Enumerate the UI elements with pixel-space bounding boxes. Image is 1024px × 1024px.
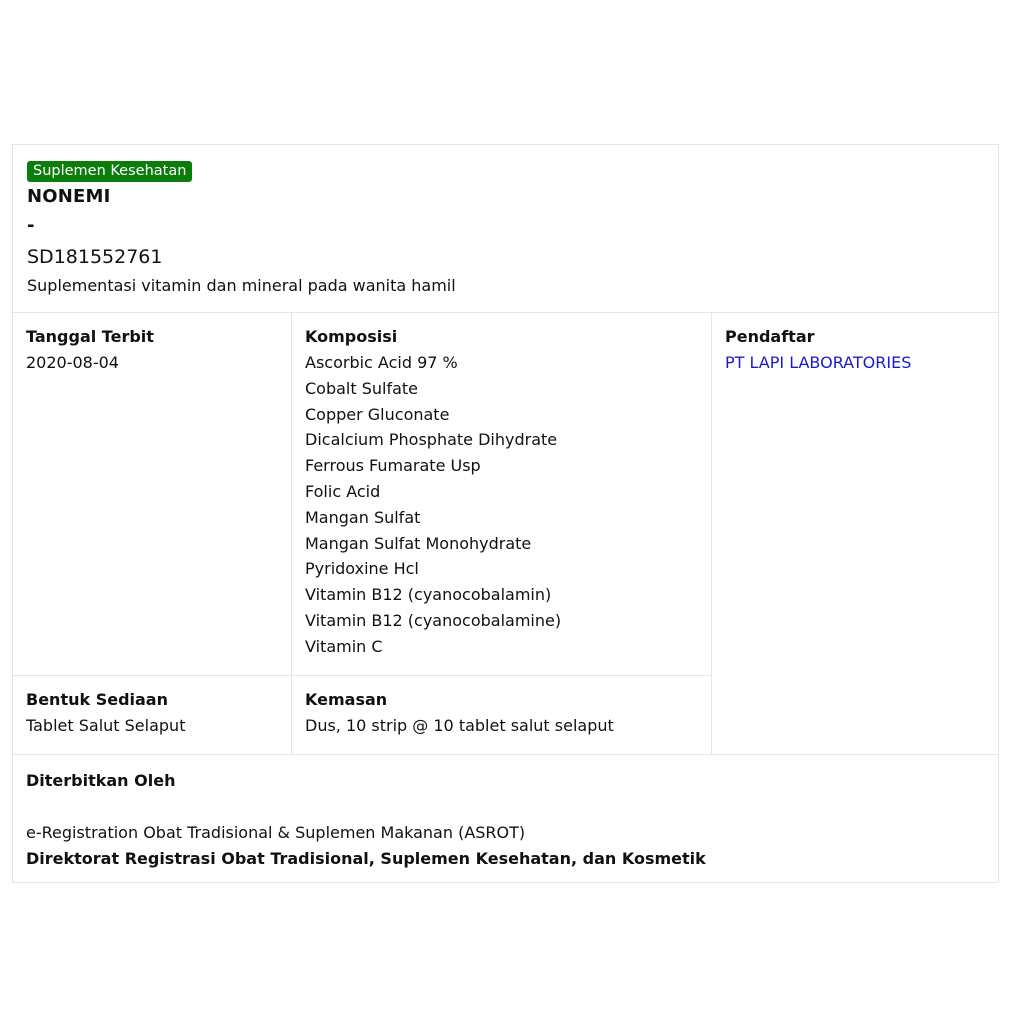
- issuer-label: Diterbitkan Oleh: [26, 771, 176, 790]
- komposisi-item: Ferrous Fumarate Usp: [305, 456, 481, 476]
- issuer-system: e-Registration Obat Tradisional & Suplemen Makanan (ASROT): [26, 823, 526, 842]
- bentuk-sediaan-value: Tablet Salut Selaput: [26, 716, 186, 735]
- tanggal-terbit-value: 2020-08-04: [26, 353, 119, 372]
- category-badge: Suplemen Kesehatan: [27, 161, 192, 182]
- tanggal-terbit-label: Tanggal Terbit: [26, 327, 154, 346]
- komposisi-item: Dicalcium Phosphate Dihydrate: [305, 430, 558, 450]
- komposisi-item: Pyridoxine Hcl: [305, 559, 419, 579]
- komposisi-label: Komposisi: [305, 327, 398, 346]
- pendaftar-cell: [712, 313, 998, 755]
- komposisi-item: Vitamin B12 (cyanocobalamin): [305, 585, 552, 605]
- issuer-section: [13, 755, 998, 883]
- issuer-directorate: Direktorat Registrasi Obat Tradisional, Suplemen Kesehatan, dan Kosmetik: [26, 849, 706, 868]
- product-subname: -: [27, 215, 35, 236]
- kemasan-value: Dus, 10 strip @ 10 tablet salut selaput: [305, 716, 614, 735]
- kemasan-cell: [292, 676, 712, 755]
- product-header: [13, 145, 998, 313]
- komposisi-item: Cobalt Sulfate: [305, 378, 419, 398]
- komposisi-item: Copper Gluconate: [305, 404, 450, 424]
- komposisi-item: Vitamin C: [305, 636, 383, 656]
- registration-number: SD181552761: [27, 246, 163, 268]
- komposisi-item: Ascorbic Acid 97 %: [305, 353, 458, 372]
- komposisi-list: [305, 353, 561, 663]
- product-card: [12, 144, 999, 883]
- product-description: Suplementasi vitamin dan mineral pada wanita hamil: [27, 276, 456, 295]
- tanggal-terbit-cell: [13, 313, 292, 676]
- komposisi-cell: [292, 313, 712, 676]
- kemasan-label: Kemasan: [305, 690, 388, 709]
- bentuk-sediaan-cell: [13, 676, 292, 755]
- komposisi-item: Folic Acid: [305, 481, 381, 501]
- pendaftar-link[interactable]: PT LAPI LABORATORIES: [725, 353, 912, 372]
- komposisi-item: Vitamin B12 (cyanocobalamine): [305, 610, 562, 630]
- product-name: NONEMI: [27, 186, 111, 207]
- komposisi-item: Mangan Sulfat: [305, 507, 421, 527]
- bentuk-sediaan-label: Bentuk Sediaan: [26, 690, 168, 709]
- pendaftar-label: Pendaftar: [725, 327, 815, 346]
- komposisi-item: Mangan Sulfat Monohydrate: [305, 533, 532, 553]
